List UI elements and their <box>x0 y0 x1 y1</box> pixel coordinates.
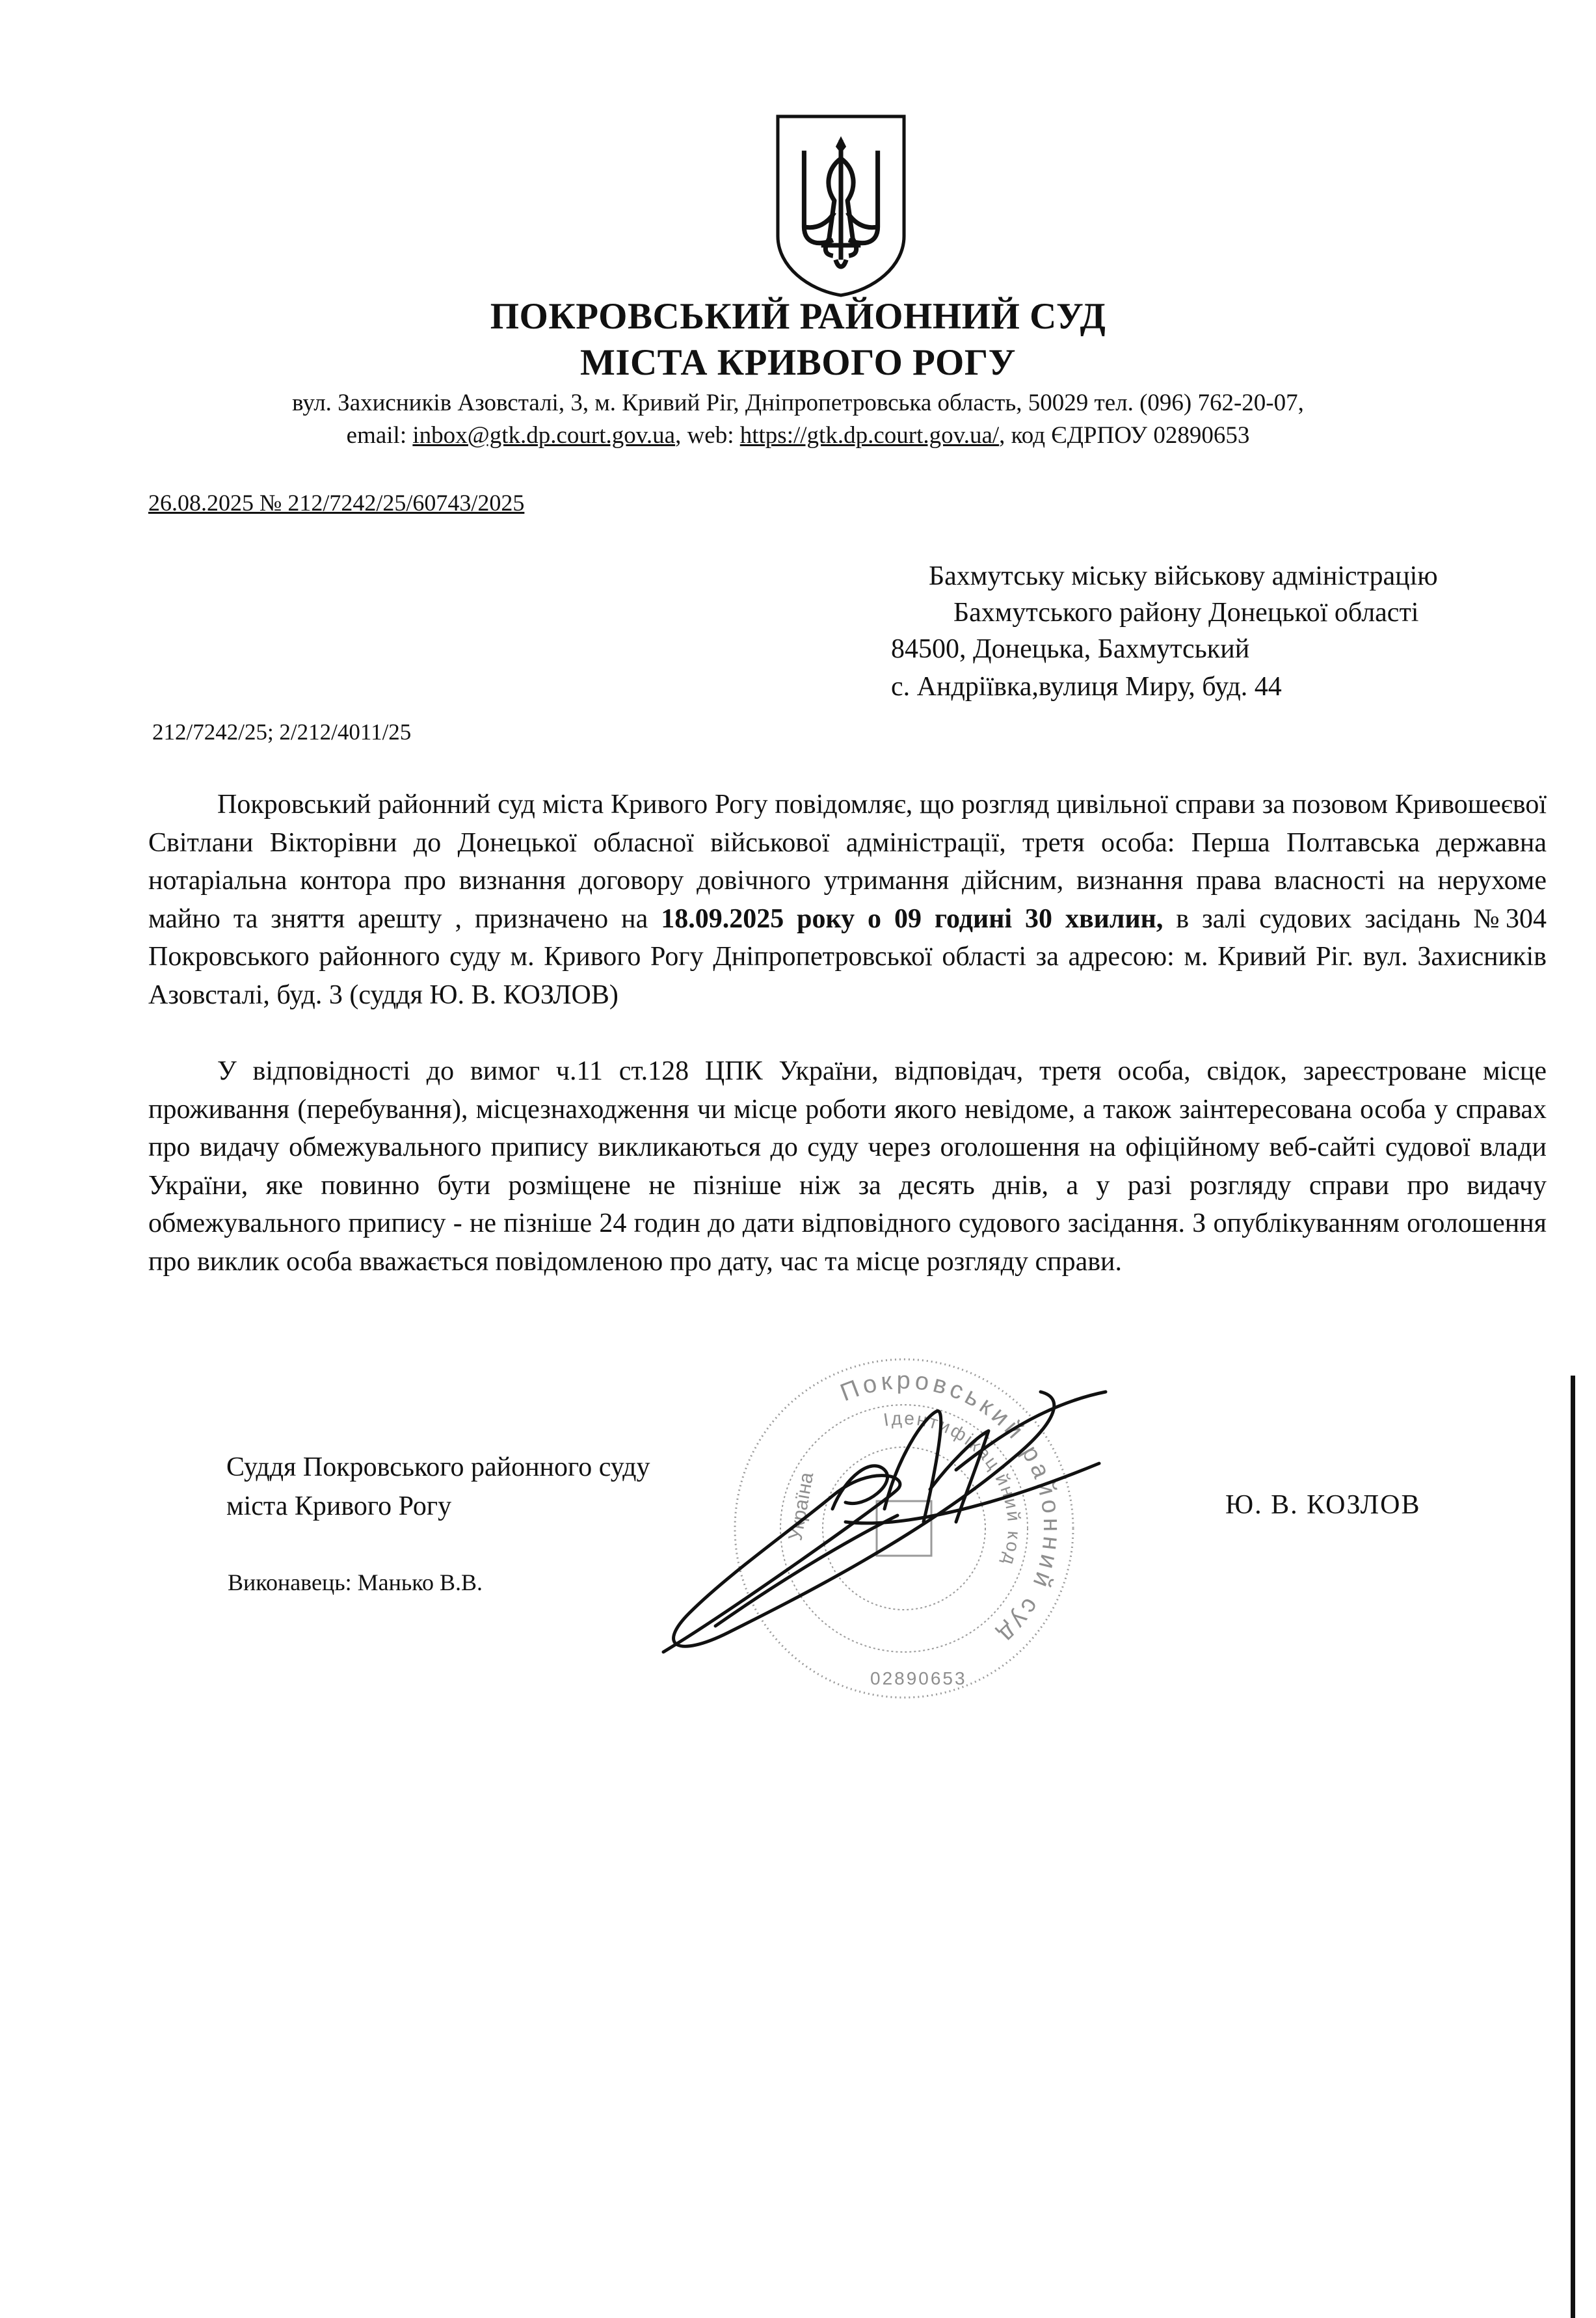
stamp-inner-text: Ідентифікаційний код <box>882 1407 1025 1569</box>
body-paragraph-1 <box>148 786 1547 1014</box>
court-name-line1: ПОКРОВСЬКИЙ РАЙОННИЙ СУД <box>490 296 1106 337</box>
scan-edge-line <box>1571 1376 1575 2318</box>
edrpou-code: , код ЄДРПОУ 02890653 <box>999 422 1250 449</box>
signer-title-line1: Суддя Покровського районного суду <box>226 1452 650 1482</box>
coat-of-arms-icon <box>774 114 908 298</box>
addressee-line2: Бахмутського району Донецької області <box>953 598 1419 628</box>
hearing-datetime: 18.09.2025 року о 09 годині 30 хвилин, <box>661 903 1164 934</box>
signer-name: Ю. В. КОЗЛОВ <box>1225 1490 1421 1520</box>
p1-text-after: в залі судових засідань №304 Покровського районного суду м. Кривого Рогу Дніпропетровської області за адресою: м. Кривий Ріг. вул. Захисників Азовсталі, буд. 3 (суддя Ю. В. КОЗЛОВ) <box>148 903 1547 1010</box>
body-paragraph-2: У відповідності до вимог ч.11 ст.128 ЦПК України, відповідач, третя особа, свідок, зареєстроване місце проживання (перебування), місцезнаходження чи місце роботи якого невідоме, а також заінтересована особа у справах про видачу обмежувального припису викликаються до суду через оголошення на офіційному веб-сайті судової влади України, яке повинно бути розміщене не пізніше ніж за десять днів, а у разі розгляду справи про видачу обмежувального припису - не пізніше 24 годин до дати відповідного судового засідання. З опублікуванням оголошення про виклик особа вважається повідомленою про дату, час та місце розгляду справи. <box>148 1056 1547 1277</box>
case-references: 212/7242/25; 2/212/4011/25 <box>152 719 412 745</box>
addressee-line4: с. Андріївка,вулиця Миру, буд. 44 <box>891 672 1282 702</box>
outgoing-number: 26.08.2025 № 212/7242/25/60743/2025 <box>148 490 525 516</box>
web-label: , web: <box>675 422 740 449</box>
addressee-line1: Бахмутську міську військову адміністрацію <box>929 561 1438 591</box>
stamp-left-text: Україна <box>784 1471 818 1543</box>
stamp-bottom-code: 02890653 <box>870 1668 967 1688</box>
email-label: email: <box>346 422 413 449</box>
court-name-line2: МІСТА КРИВОГО РОГУ <box>580 342 1016 383</box>
stamp-outer-text: Покровський районний суд <box>836 1366 1066 1651</box>
web-link[interactable]: https://gtk.dp.court.gov.ua/ <box>739 422 1000 449</box>
executor-name: Виконавець: Манько В.В. <box>228 1569 483 1595</box>
judge-signature <box>650 1366 1145 1665</box>
addressee-line3: 84500, Донецька, Бахмутський <box>891 634 1250 664</box>
signer-title-line2: міста Кривого Рогу <box>226 1491 452 1521</box>
court-address: вул. Захисників Азовсталі, 3, м. Кривий Ріг, Дніпропетровська область, 50029 тел. (096) 762-20-07, <box>292 390 1304 416</box>
p1-text-before: Покровський районний суд міста Кривого Рогу повідомляє, що розгляд цивільної справи за позовом Кривошеєвої Світлани Вікторівни до Донецької обласної військової адміністрації, третя особа: Перша Полтавська державна нотаріальна контора про визнання договору довічного утримання дійсним, визнання права власності на нерухоме майно та зняття арешту , призначено на <box>148 790 1547 934</box>
court-contacts <box>0 421 1596 451</box>
email-link[interactable]: inbox@gtk.dp.court.gov.ua <box>412 422 676 449</box>
